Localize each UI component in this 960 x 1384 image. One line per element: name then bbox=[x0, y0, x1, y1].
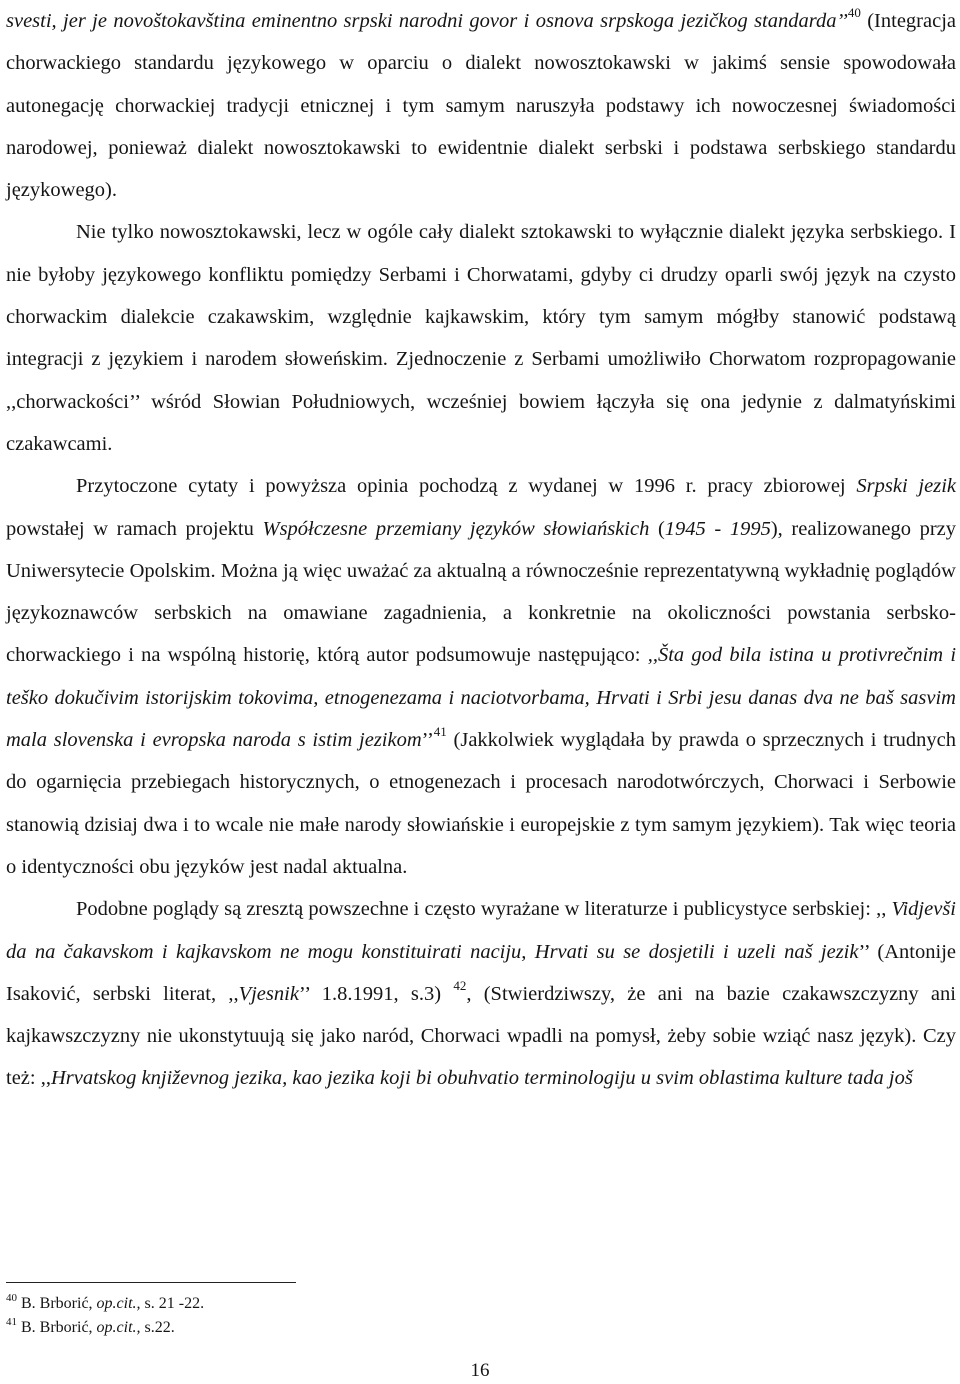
text-run: ( bbox=[649, 517, 665, 540]
footnote-number: 40 bbox=[6, 1291, 17, 1304]
footnote-ref: 40 bbox=[847, 5, 861, 21]
footnote bbox=[6, 1292, 606, 1316]
text-run: powstałej w ramach projektu bbox=[6, 517, 263, 540]
italic-text: op.cit., bbox=[96, 1295, 141, 1312]
text-run: (Jakkolwiek wyglądała by prawda o sprzecznych i trudnych do ogarnięcia przebiegach historycznych, o etnogenezach i procesach narodotwórczych, Chorwaci i Serbowie stanowią dzisiaj dwa i to wcale nie małe narody słowiańskie i europejskie z tym samym językiem). Tak więc teoria o identyczności obu języków jest nadal aktualna. bbox=[6, 729, 956, 878]
paragraph bbox=[6, 211, 956, 465]
italic-text: 1945 - 1995 bbox=[664, 517, 771, 540]
text-run: s.22. bbox=[140, 1319, 175, 1336]
italic-text: Srpski jezik bbox=[856, 475, 956, 498]
text-run: Nie tylko nowosztokawski, lecz w ogóle cały dialekt sztokawski to wyłącznie dialekt języka serbskiego. I nie byłoby językowego konfliktu pomiędzy Serbami i Chorwatami, gdyby ci drudzy oparli swój język na czysto chorwackim dialekcie czakawskim, względnie kajkawskim, który tym samym mógłby stanowić podstawą integracji z językiem i narodem słoweńskim. Zjednoczenie z Serbami umożliwiło Chorwatom rozpropagowanie ,,chorwackości’’ wśród Słowian Południowych, wcześniej bowiem łączyła się ona jedynie z dalmatyńskimi czakawcami. bbox=[6, 221, 956, 455]
text-run: Podobne poglądy są zresztą powszechne i często wyrażane w literaturze i publicystyce serbskiej: ,, bbox=[76, 898, 892, 921]
body-text bbox=[6, 0, 956, 1100]
footnote-ref: 42 bbox=[453, 978, 467, 993]
italic-text: Vjesnik bbox=[238, 982, 299, 1005]
text-run: (Integracja chorwackiego standardu językowego w oparciu o dialekt nowosztokawski w jakimś sensie spowodowała autonegację chorwackiej tradycji etnicznej i tym samym naruszyła podstawy ich nowoczesnej świadomości narodowej, ponieważ dialekt nowosztokawski to ewidentnie dialekt serbski i podstawa serbskiego standardu językowego). bbox=[6, 10, 956, 202]
italic-text: ’’ bbox=[836, 10, 848, 32]
text-run: , (Stwierdziwszy, że ani na bazie czakawszczyzny ani kajkawszczyzny nie ukonstytuują się jako naród, Chorwaci wpadli na pomysł, żeby sobie wziąć nasz język). Czy też: ,, bbox=[6, 982, 956, 1090]
italic-text: Vidjevši da na čakavskom i kajkavskom ne mogu konstituirati naciju, Hrvati su se dosjetili i uzeli naš jezik bbox=[6, 898, 956, 963]
italic-text: svesti, jer je novoštokavština eminentno srpski narodni govor i osnova srpskoga jezičkog standarda bbox=[6, 10, 837, 32]
text-run: ’’ 1.8.1991, s.3) bbox=[298, 982, 454, 1005]
text-run: ’’ bbox=[421, 729, 434, 752]
paragraph bbox=[6, 888, 956, 1099]
italic-text: op.cit., bbox=[96, 1319, 141, 1336]
text-run: ’’ (Antonije Isaković, serbski literat, ,, bbox=[6, 940, 956, 1005]
footnote-separator bbox=[6, 1282, 296, 1283]
footnotes bbox=[6, 1292, 606, 1340]
footnote bbox=[6, 1316, 606, 1340]
text-run: Przytoczone cytaty i powyższa opinia pochodzą z wydanej w 1996 r. pracy zbiorowej bbox=[76, 475, 857, 498]
footnote-ref: 41 bbox=[433, 724, 447, 740]
paragraph bbox=[6, 0, 956, 211]
italic-text: ,,Šta god bila istina u protivrečnim i teško dokučivim istorijskim tokovima, etnogenezama i naciotvorbama, Hrvati i Srbi jesu danas dva ne baš sasvim mala slovenska i evropska naroda s istim jezikom bbox=[6, 644, 957, 752]
footnote-number: 41 bbox=[6, 1315, 17, 1328]
page-number: 16 bbox=[470, 1360, 490, 1381]
italic-text: Współczesne przemiany języków słowiańskich bbox=[262, 517, 650, 540]
italic-text: Hrvatskog književnog jezika, kao jezika koji bi obuhvatio terminologiju u svim oblastima kulture tada još bbox=[50, 1067, 913, 1090]
text-run: s. 21 -22. bbox=[140, 1295, 205, 1312]
text-run: ), realizowanego przy Uniwersytecie Opolskim. Można ją więc uważać za aktualną a równocześnie reprezentatywną wykładnię poglądów językoznawców serbskich na omawiane zagadnienia, a konkretnie na okoliczności powstania serbsko-chorwackiego i na wspólną historię, którą autor podsumowuje następująco: bbox=[6, 517, 956, 667]
text-run: B. Brborić, bbox=[17, 1319, 97, 1336]
text-run: B. Brborić, bbox=[17, 1295, 97, 1312]
paragraph bbox=[6, 465, 956, 888]
